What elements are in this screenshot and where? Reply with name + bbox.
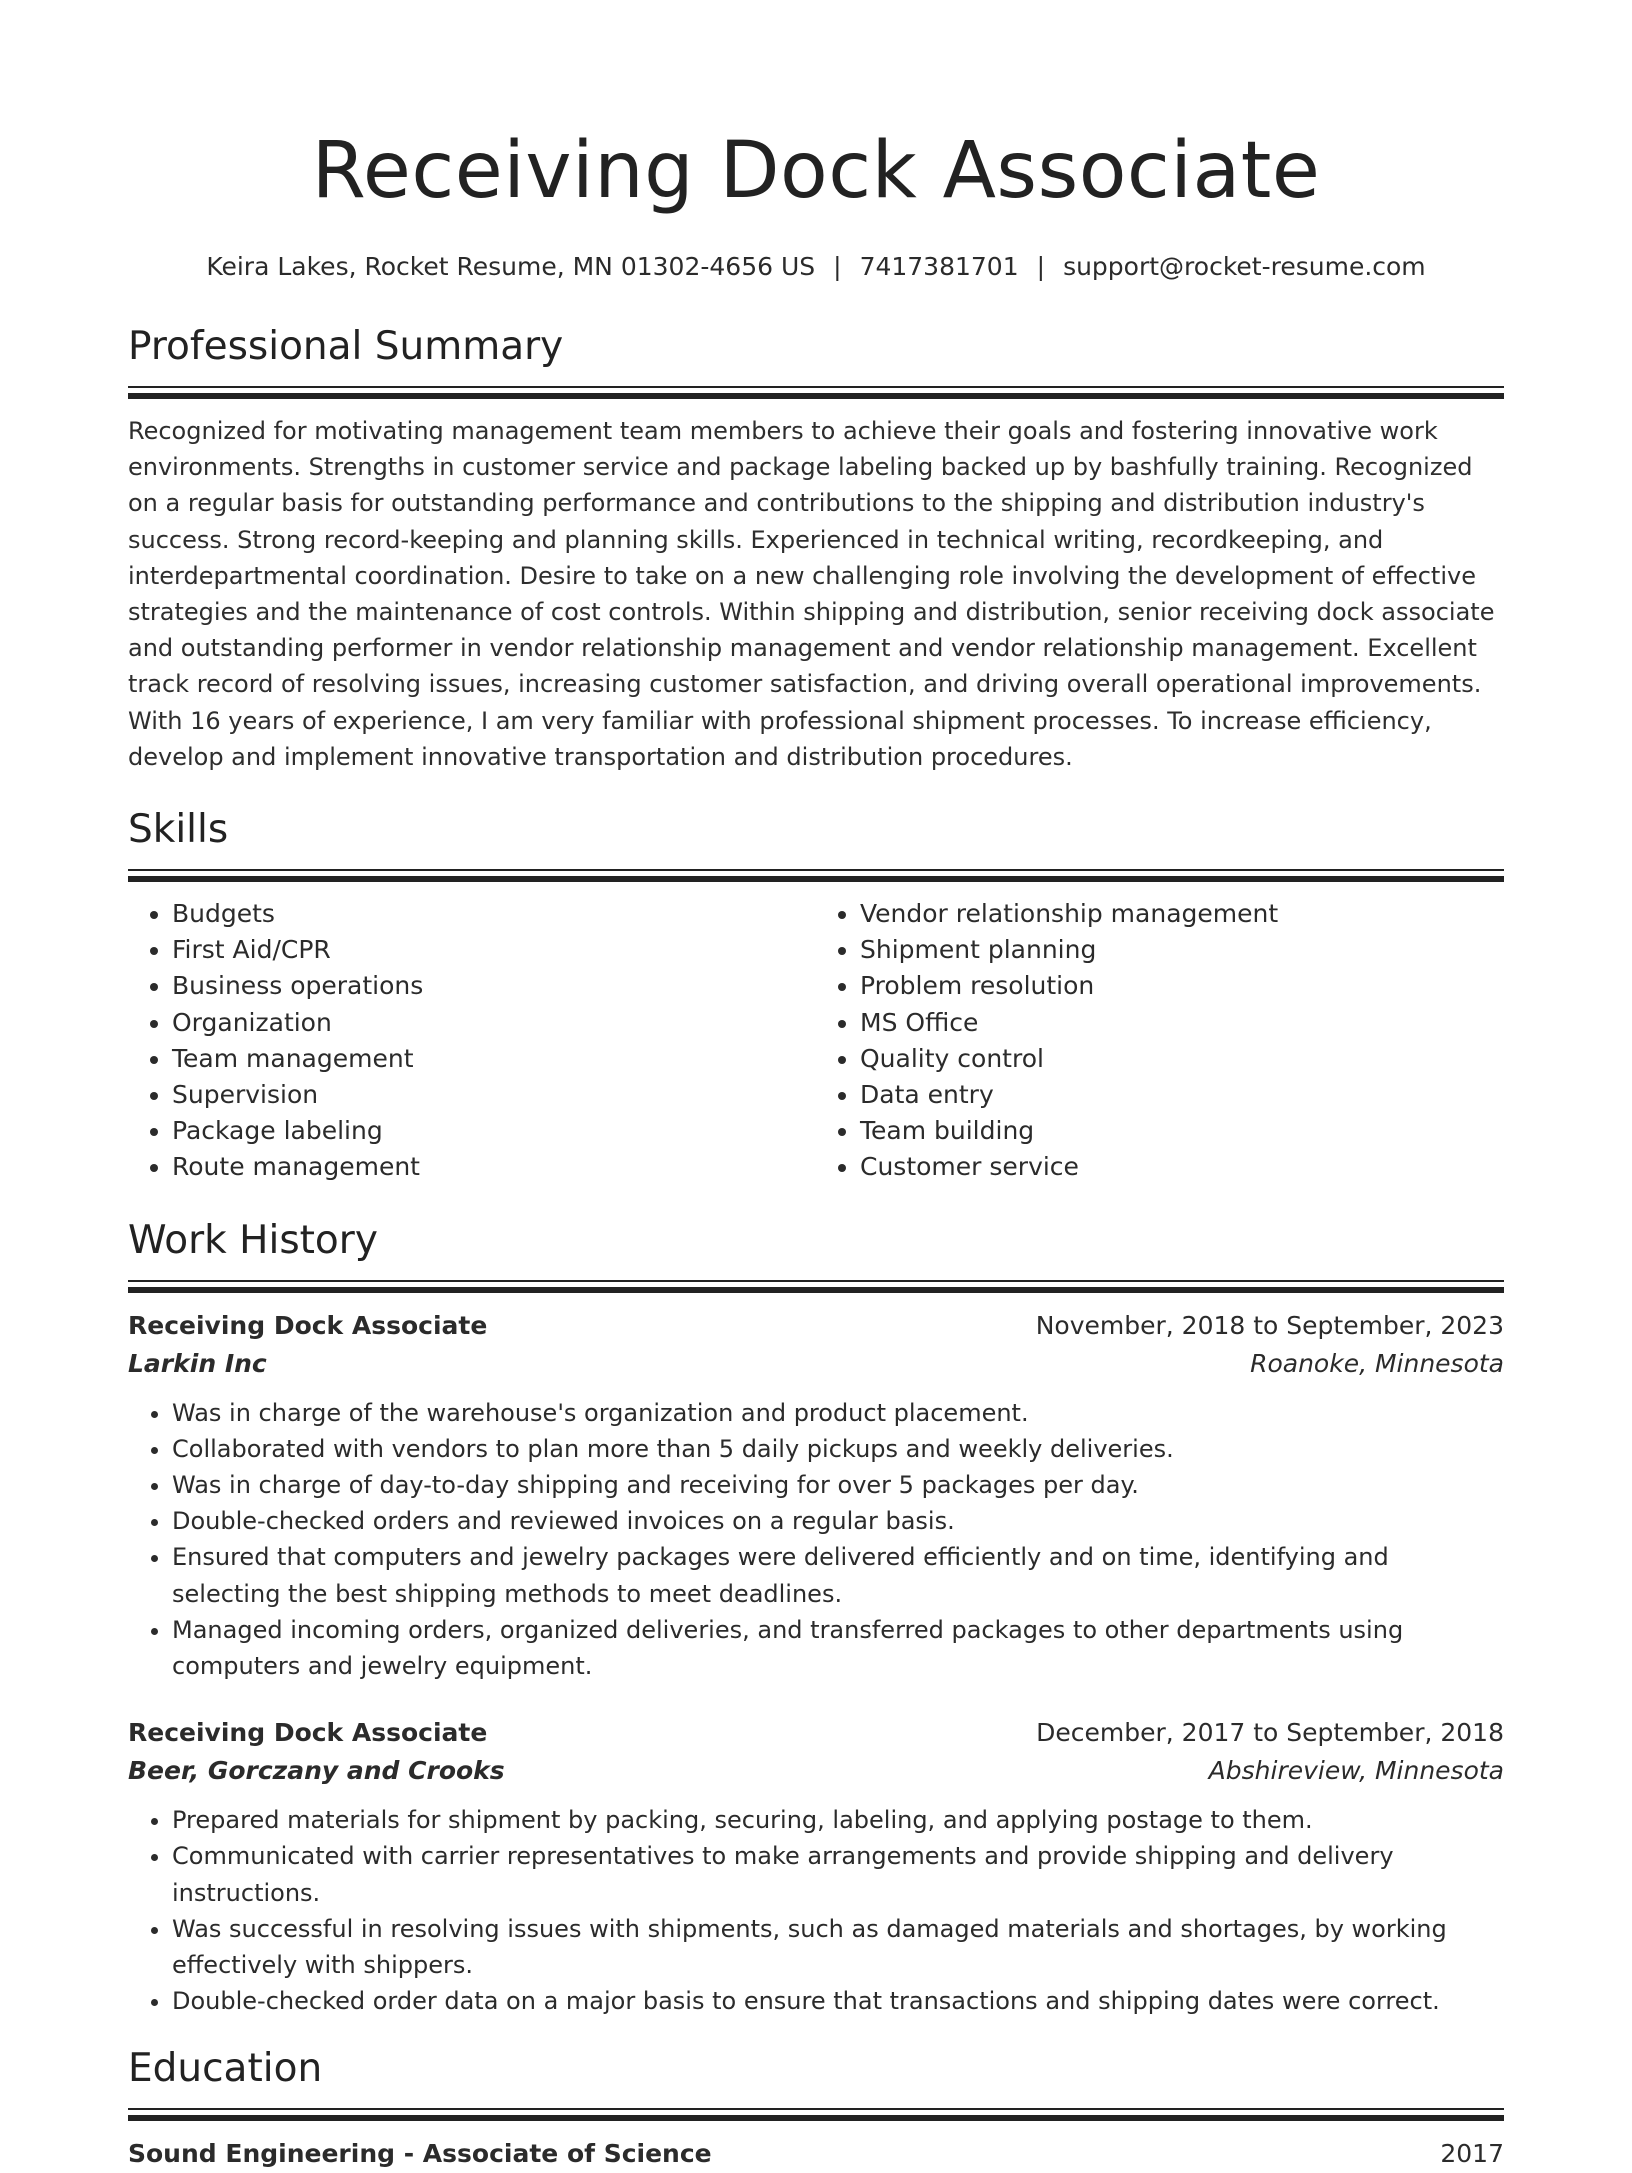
job-bullet: • Communicated with carrier representatives to make arrangements and provide shipping and delivery instructions. — [172, 1838, 1504, 1910]
job-bullet: • Was in charge of the warehouse's organization and product placement. — [172, 1395, 1504, 1431]
education-degree: Sound Engineering - Associate of Science — [128, 2138, 712, 2168]
skills-columns — [128, 896, 1504, 1186]
contact-separator: | — [1036, 252, 1046, 281]
section-heading-summary: Professional Summary — [128, 324, 564, 369]
job-bullet: • Managed incoming orders, organized deliveries, and transferred packages to other departments using computers and jewelry equipment. — [172, 1612, 1504, 1684]
section-divider — [128, 386, 1504, 388]
skills-list-left — [128, 896, 816, 1186]
section-divider-thick — [128, 393, 1504, 399]
skill-item: • Data entry — [860, 1077, 1504, 1113]
section-divider-thick — [128, 2115, 1504, 2121]
section-divider-thick — [128, 876, 1504, 882]
job-bullet: • Collaborated with vendors to plan more than 5 daily pickups and weekly deliveries. — [172, 1431, 1504, 1467]
education-year: 2017 — [1440, 2138, 1504, 2168]
education-entry — [128, 2135, 1504, 2173]
resume-title: Receiving Dock Associate — [311, 126, 1321, 216]
job-bullet: • Ensured that computers and jewelry packages were delivered efficiently and on time, identifying and selecting the best shipping methods to meet deadlines. — [172, 1539, 1504, 1611]
job-entry — [128, 1714, 1504, 2019]
job-dates: December, 2017 to September, 2018 — [1036, 1718, 1504, 1748]
skill-item: • First Aid/CPR — [172, 932, 816, 968]
job-bullet: • Was in charge of day-to-day shipping and receiving for over 5 packages per day. — [172, 1467, 1504, 1503]
skill-item: • Route management — [172, 1149, 816, 1185]
skill-item: • Team management — [172, 1041, 816, 1077]
skill-item: • Package labeling — [172, 1113, 816, 1149]
skill-item: • Customer service — [860, 1149, 1504, 1185]
job-title: Receiving Dock Associate — [128, 1718, 488, 1748]
job-bullet: • Prepared materials for shipment by packing, securing, labeling, and applying postage to them. — [172, 1802, 1504, 1838]
contact-line — [128, 250, 1504, 284]
skill-item: • Organization — [172, 1005, 816, 1041]
section-heading-education: Education — [128, 2045, 323, 2091]
job-bullets — [128, 1395, 1504, 1685]
skill-item: • MS Office — [860, 1005, 1504, 1041]
skill-item: • Business operations — [172, 968, 816, 1004]
job-bullets — [128, 1802, 1504, 2019]
job-bullet: • Double-checked order data on a major basis to ensure that transactions and shipping dates were correct. — [172, 1983, 1504, 2019]
job-header-row — [128, 1714, 1504, 1752]
summary-text: Recognized for motivating management team members to achieve their goals and fostering innovative work environments. Strengths in customer service and package labeling backed up by bashfully training. Recognized on a regular basis for outstanding performance and contributions to the shipping and distribution industry's success. Strong record-keeping and planning skills. Experienced in technical writing, recordkeeping, and interdepartmental coordination. Desire to take on a new challenging role involving the development of effective strategies and the maintenance of cost controls. Within shipping and distribution, senior receiving dock associate and outstanding performer in vendor relationship management and vendor relationship management. Excellent track record of resolving issues, increasing customer satisfaction, and driving overall operational improvements. With 16 years of experience, I am very familiar with professional shipment processes. To increase efficiency, develop and implement innovative transportation and distribution procedures. — [128, 417, 1495, 771]
section-heading-skills: Skills — [128, 807, 229, 853]
skills-section — [128, 805, 1504, 1186]
skill-item: • Vendor relationship management — [860, 896, 1504, 932]
section-divider — [128, 869, 1504, 871]
section-divider — [128, 1280, 1504, 1282]
resume-page — [128, 0, 1504, 2173]
skill-item: • Team building — [860, 1113, 1504, 1149]
job-company-row — [128, 1345, 1504, 1383]
work-history-section — [128, 1216, 1504, 2020]
contact-email: support@rocket-resume.com — [1063, 252, 1426, 281]
skill-item: • Supervision — [172, 1077, 816, 1113]
job-company: Larkin Inc — [128, 1348, 267, 1378]
job-location: Abshireview, Minnesota — [1208, 1756, 1504, 1786]
job-title: Receiving Dock Associate — [128, 1310, 488, 1340]
skill-item: • Shipment planning — [860, 932, 1504, 968]
job-entry — [128, 1307, 1504, 1685]
contact-address: Keira Lakes, Rocket Resume, MN 01302-4656 US — [206, 252, 816, 281]
job-company: Beer, Gorczany and Crooks — [128, 1756, 505, 1786]
section-divider-thick — [128, 1287, 1504, 1293]
skill-item: • Quality control — [860, 1041, 1504, 1077]
skill-item: • Problem resolution — [860, 968, 1504, 1004]
job-company-row — [128, 1752, 1504, 1790]
section-divider — [128, 2108, 1504, 2110]
skill-item: • Budgets — [172, 896, 816, 932]
job-location: Roanoke, Minnesota — [1250, 1348, 1504, 1378]
contact-phone: 7417381701 — [859, 252, 1019, 281]
education-section — [128, 2044, 1504, 2173]
skills-list-right — [816, 896, 1504, 1186]
job-dates: November, 2018 to September, 2023 — [1035, 1310, 1504, 1340]
section-heading-work-history: Work History — [128, 1217, 378, 1263]
job-header-row — [128, 1307, 1504, 1345]
job-bullet: • Was successful in resolving issues with shipments, such as damaged materials and shortages, by working effectively with shippers. — [172, 1911, 1504, 1983]
job-bullet: • Double-checked orders and reviewed invoices on a regular basis. — [172, 1503, 1504, 1539]
summary-section — [128, 322, 1504, 775]
contact-separator: | — [833, 252, 842, 281]
